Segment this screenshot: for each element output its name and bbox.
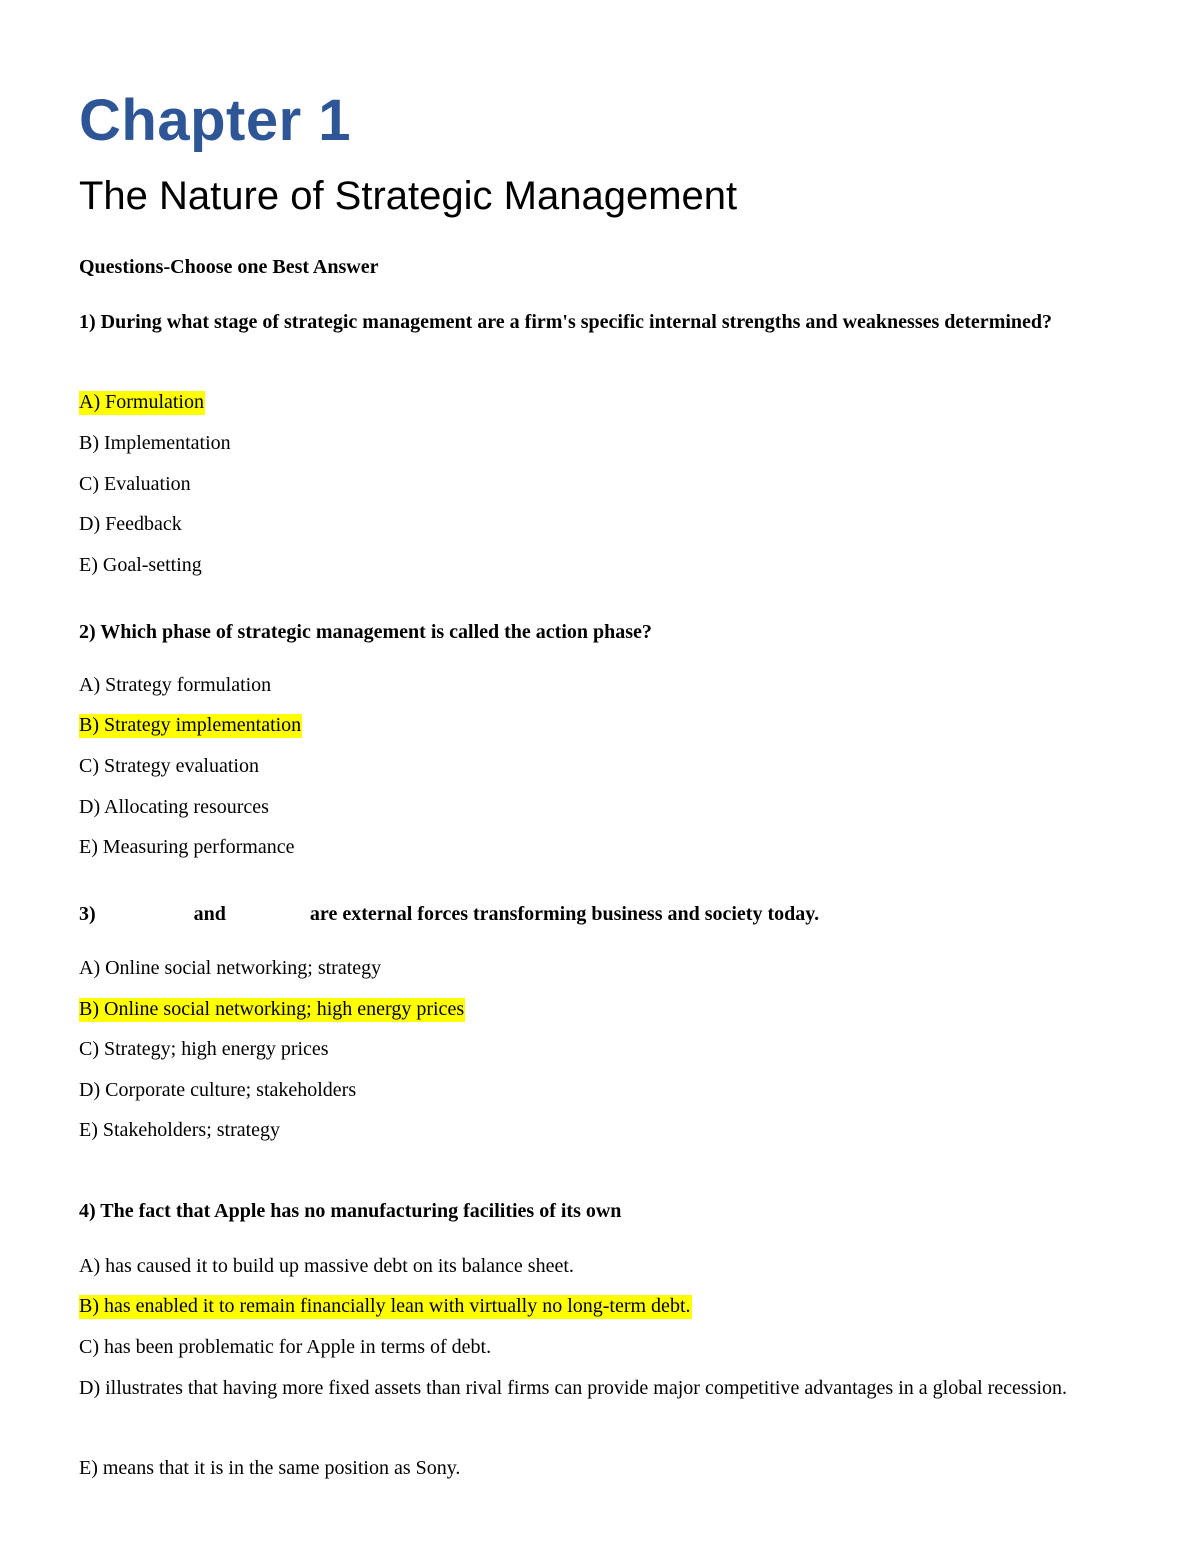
q1-option-b-text: B) Implementation — [79, 432, 231, 454]
q2-option-d-text: D) Allocating resources — [79, 796, 269, 818]
q3-option-a-text: A) Online social networking; strategy — [79, 957, 382, 979]
q3-option-d — [79, 1078, 357, 1102]
q4-option-b-text: B) has enabled it to remain financially lean with virtually no long-term debt. — [79, 1295, 691, 1317]
q4-option-e — [79, 1456, 461, 1480]
q3-option-a — [79, 956, 382, 980]
q2-option-a-text: A) Strategy formulation — [79, 674, 272, 696]
q3-rest: are external forces transforming business and society today. — [309, 903, 820, 925]
q1-option-a — [79, 390, 205, 414]
q3-option-c-text: C) Strategy; high energy prices — [79, 1038, 329, 1060]
q2-option-c-text: C) Strategy evaluation — [79, 755, 259, 777]
chapter-subtitle: The Nature of Strategic Management — [79, 174, 738, 218]
q1-option-d-text: D) Feedback — [79, 513, 182, 535]
q2-option-d — [79, 795, 270, 819]
instructions: Questions-Choose one Best Answer — [79, 256, 379, 278]
q1-option-b — [79, 431, 232, 455]
q4-option-d-text: D) illustrates that having more fixed assets than rival firms can provide major competitive advantages in a global recession. — [79, 1377, 1068, 1399]
q1-option-c — [79, 472, 192, 496]
question-1: 1) During what stage of strategic management are a firm's specific internal strengths and weaknesses determined? — [79, 311, 1053, 333]
q1-option-d — [79, 512, 183, 536]
q1-option-e — [79, 553, 203, 577]
q4-option-a-text: A) has caused it to build up massive debt on its balance sheet. — [79, 1255, 574, 1277]
q3-option-b-text: B) Online social networking; high energy prices — [79, 998, 465, 1020]
q4-option-e-text: E) means that it is in the same position as Sony. — [79, 1457, 461, 1479]
q4-option-c-text: C) has been problematic for Apple in terms of debt. — [79, 1336, 492, 1358]
q1-option-c-text: C) Evaluation — [79, 473, 191, 495]
q2-option-b-text: B) Strategy implementation — [79, 714, 302, 736]
q3-option-e-text: E) Stakeholders; strategy — [79, 1119, 281, 1141]
q3-number: 3) — [79, 903, 96, 925]
q4-option-c — [79, 1335, 492, 1359]
q4-option-a — [79, 1254, 575, 1278]
q2-option-c — [79, 754, 260, 778]
q4-option-d — [79, 1368, 1109, 1408]
q3-option-e — [79, 1118, 281, 1142]
q4-option-b — [79, 1294, 692, 1318]
q2-option-a — [79, 673, 272, 697]
q3-option-d-text: D) Corporate culture; stakeholders — [79, 1079, 357, 1101]
q2-option-e-text: E) Measuring performance — [79, 836, 295, 858]
q1-option-e-text: E) Goal-setting — [79, 554, 202, 576]
q3-option-c — [79, 1037, 330, 1061]
question-2: 2) Which phase of strategic management is called the action phase? — [79, 621, 652, 643]
q3-and: and — [193, 903, 226, 925]
chapter-heading: Chapter 1 — [79, 88, 352, 153]
q2-option-e — [79, 835, 295, 859]
q2-option-b — [79, 713, 302, 737]
question-3 — [79, 901, 1109, 928]
question-4: 4) The fact that Apple has no manufacturing facilities of its own — [79, 1200, 622, 1222]
q3-option-b — [79, 997, 465, 1021]
q1-option-a-text: A) Formulation — [79, 391, 204, 413]
